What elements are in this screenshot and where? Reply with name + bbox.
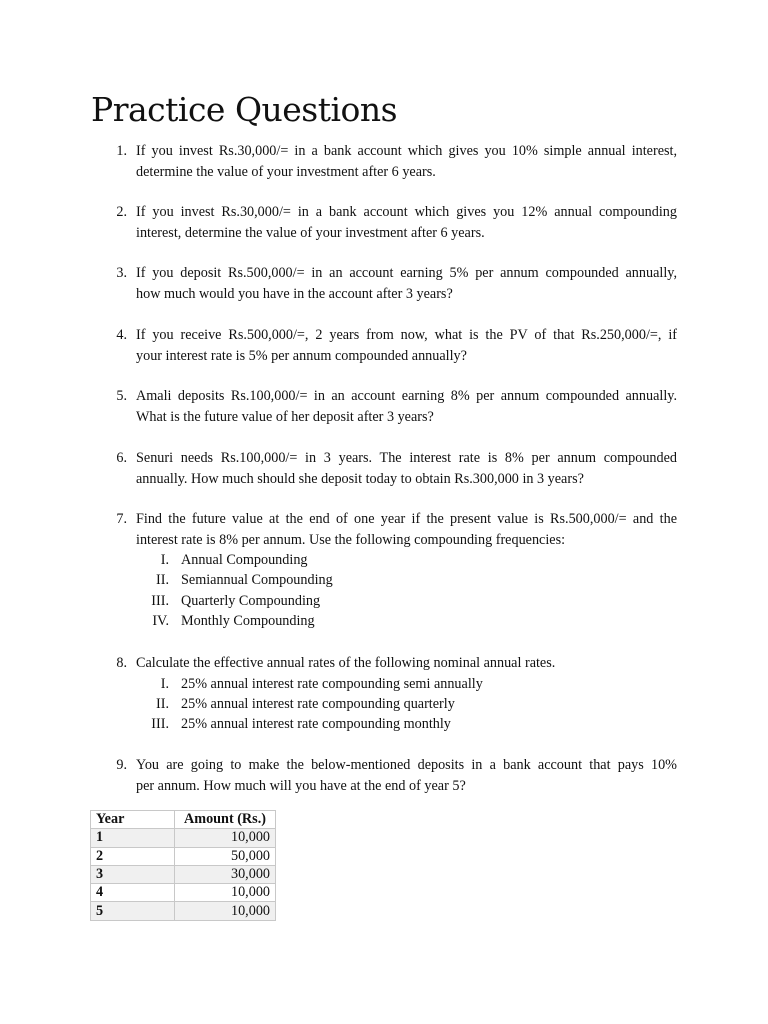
sub-item-text: Semiannual Compounding: [181, 572, 333, 589]
question-number: 5.: [116, 388, 127, 404]
question-text: [136, 202, 677, 243]
question-number: 2.: [116, 204, 127, 220]
column-header-year: Year: [91, 811, 175, 829]
year-cell: 4: [91, 884, 175, 902]
question-text: [136, 263, 677, 304]
question-line: interest, determine the value of your investment after 6 years.: [136, 224, 485, 241]
question-line: If you invest Rs.30,000/= in a bank account which gives you 10% simple annual interest,: [136, 143, 677, 159]
question-5: [109, 386, 677, 427]
question-line: Find the future value at the end of one year if the present value is Rs.500,000/= and the: [136, 511, 677, 527]
question-line: Amali deposits Rs.100,000/= in an account earning 8% per annum compounded annually.: [136, 388, 677, 404]
question-1: [109, 141, 677, 182]
table-header-row: [91, 811, 276, 829]
question-line: Calculate the effective annual rates of the following nominal annual rates.: [136, 655, 556, 671]
question-number: 9.: [116, 757, 127, 773]
year-cell: 2: [91, 847, 175, 865]
question-line: What is the future value of her deposit after 3 years?: [136, 408, 434, 425]
question-text: [136, 509, 677, 550]
amount-cell: 10,000: [175, 829, 276, 847]
question-text: [136, 325, 677, 366]
sub-item-numeral: IV.: [152, 613, 169, 630]
question-4: [109, 325, 677, 366]
question-text: [136, 653, 677, 674]
question-line: Senuri needs Rs.100,000/= in 3 years. The interest rate is 8% per annum compounded: [136, 450, 677, 466]
table-row: [91, 847, 276, 865]
sub-item-numeral: III.: [151, 592, 169, 609]
sub-item-numeral: I.: [160, 552, 169, 569]
sub-item-numeral: I.: [160, 675, 169, 692]
sub-item-numeral: II.: [156, 695, 169, 712]
sub-item: [109, 611, 677, 631]
sub-item: [109, 714, 677, 734]
sub-item: [109, 550, 677, 570]
table-row: [91, 829, 276, 847]
question-line: how much would you have in the account after 3 years?: [136, 285, 453, 302]
question-number: 6.: [116, 450, 127, 466]
question-text: [136, 386, 677, 427]
question-line: per annum. How much will you have at the end of year 5?: [136, 777, 466, 794]
question-text: [136, 141, 677, 182]
sub-item: [109, 570, 677, 590]
question-9: [109, 755, 677, 796]
sub-item: [109, 694, 677, 714]
question-line: your interest rate is 5% per annum compounded annually?: [136, 347, 467, 364]
sub-item: [109, 591, 677, 611]
amount-cell: 10,000: [175, 884, 276, 902]
question-number: 4.: [116, 327, 127, 343]
sub-item-text: 25% annual interest rate compounding semi annually: [181, 675, 483, 692]
question-line: If you receive Rs.500,000/=, 2 years from now, what is the PV of that Rs.250,000/=, if: [136, 327, 677, 343]
column-header-amount: Amount (Rs.): [175, 811, 276, 829]
question-6: [109, 448, 677, 489]
question-2: [109, 202, 677, 243]
amount-cell: 30,000: [175, 865, 276, 883]
question-line: If you invest Rs.30,000/= in a bank account which gives you 12% annual compounding: [136, 204, 677, 220]
year-cell: 3: [91, 865, 175, 883]
question-line: If you deposit Rs.500,000/= in an account earning 5% per annum compounded annually,: [136, 265, 677, 281]
sub-item-text: 25% annual interest rate compounding monthly: [181, 716, 451, 733]
sub-item: [109, 674, 677, 694]
question-line: You are going to make the below-mentioned deposits in a bank account that pays 10%: [136, 757, 677, 773]
table-row: [91, 865, 276, 883]
year-cell: 1: [91, 829, 175, 847]
question-text: [136, 448, 677, 489]
sub-item-text: Annual Compounding: [181, 552, 308, 569]
question-line: annually. How much should she deposit today to obtain Rs.300,000 in 3 years?: [136, 470, 584, 487]
question-number: 8.: [116, 655, 127, 671]
amount-cell: 10,000: [175, 902, 276, 920]
question-number: 7.: [116, 511, 127, 527]
table-row: [91, 884, 276, 902]
question-7: [109, 509, 677, 631]
page-title: Practice Questions: [91, 90, 398, 129]
question-3: [109, 263, 677, 304]
table-row: [91, 902, 276, 920]
sub-item-numeral: III.: [151, 716, 169, 733]
question-8: [109, 653, 677, 734]
sub-item-text: Quarterly Compounding: [181, 592, 321, 609]
sub-item-text: 25% annual interest rate compounding quarterly: [181, 695, 455, 712]
sub-item-text: Monthly Compounding: [181, 613, 315, 630]
sub-item-numeral: II.: [156, 572, 169, 589]
question-number: 3.: [116, 265, 127, 281]
question-text: [136, 755, 677, 796]
question-line: interest rate is 8% per annum. Use the following compounding frequencies:: [136, 531, 566, 548]
year-cell: 5: [91, 902, 175, 920]
question-number: 1.: [116, 143, 127, 159]
amount-cell: 50,000: [175, 847, 276, 865]
question-line: determine the value of your investment after 6 years.: [136, 163, 436, 180]
deposits-table: [90, 810, 276, 921]
